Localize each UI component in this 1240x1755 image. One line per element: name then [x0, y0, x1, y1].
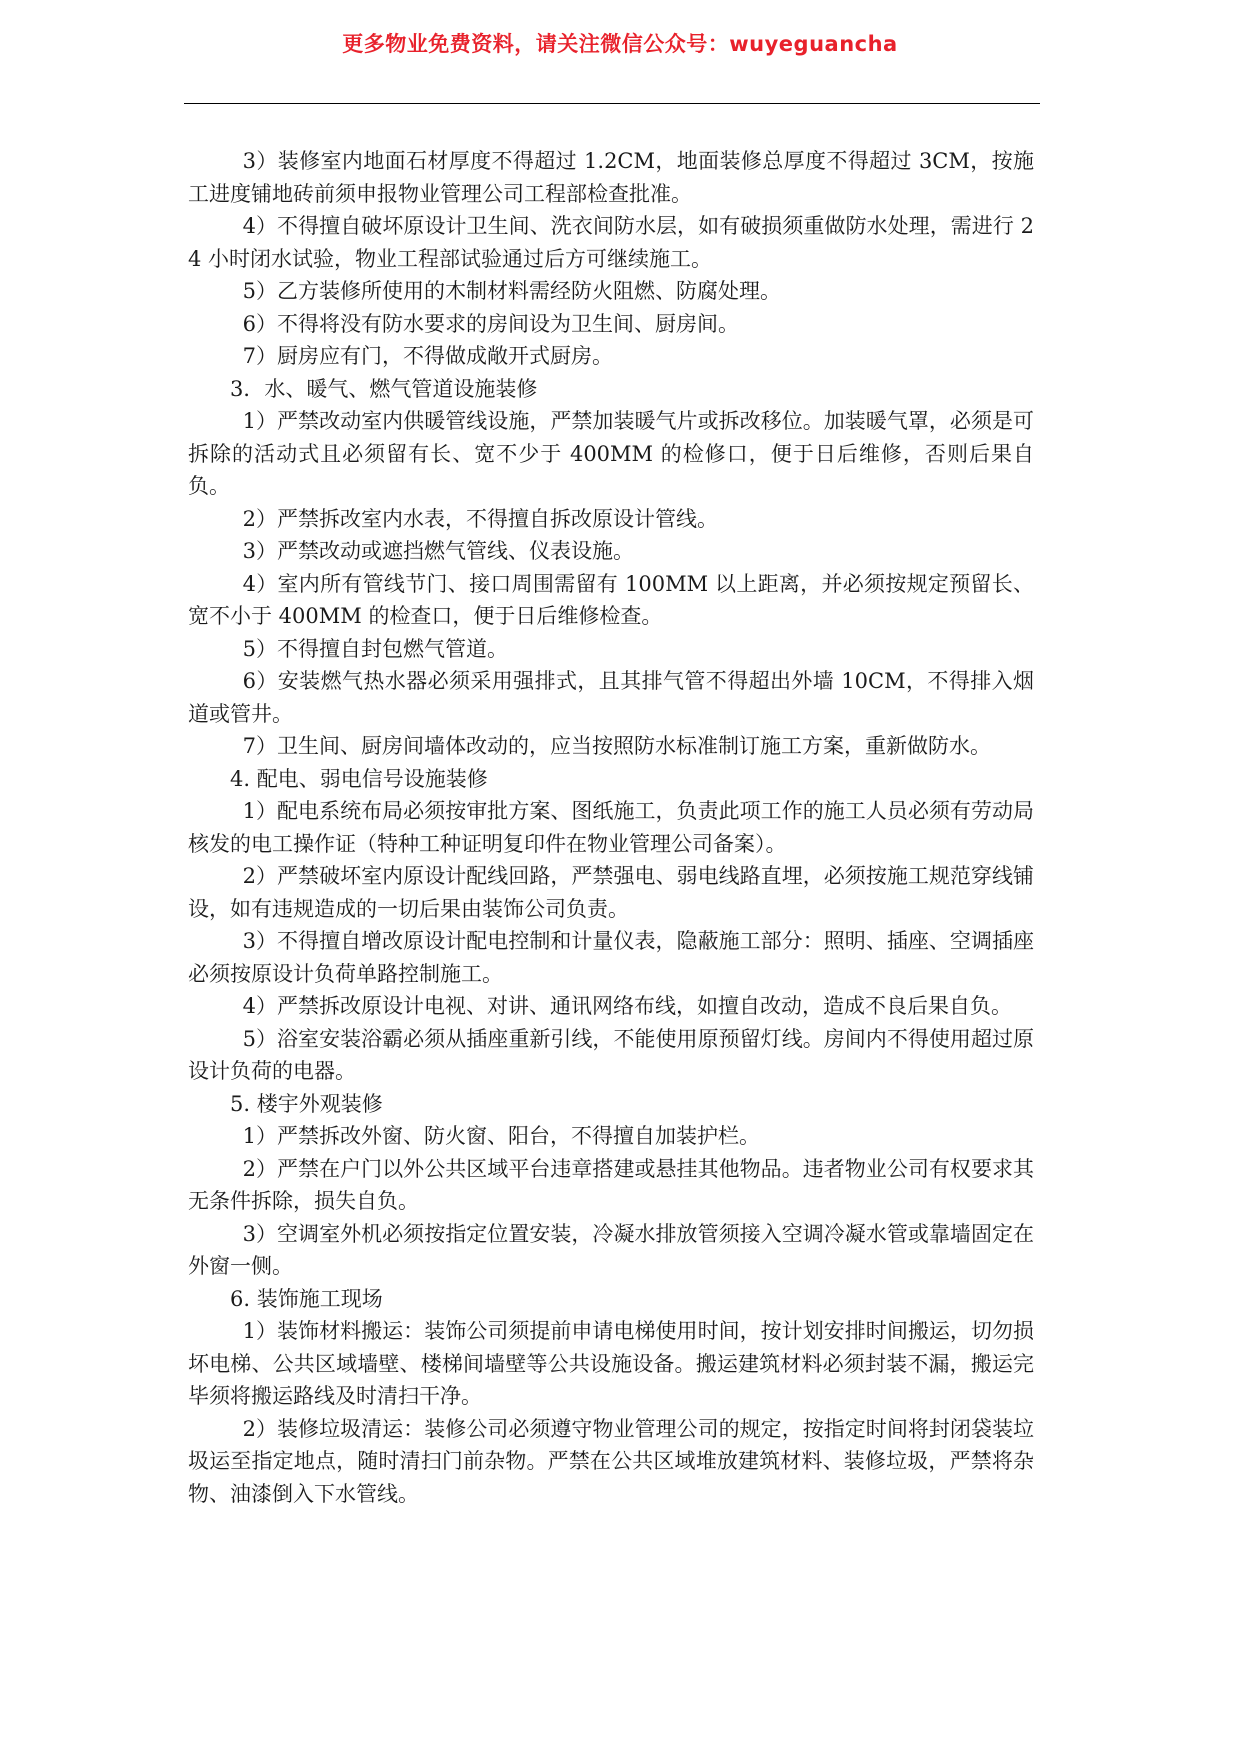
section-heading: 5. 楼宇外观装修	[230, 1091, 383, 1116]
clause-paragraph: 4）室内所有管线节门、接口周围需留有 100MM 以上距离，并必须按规定预留长、宽不小于 400MM 的检查口，便于日后维修检查。	[188, 571, 1034, 628]
clause-paragraph: 1）装饰材料搬运：装饰公司须提前申请电梯使用时间，按计划安排时间搬运，切勿损坏电梯、公共区域墙壁、楼梯间墙壁等公共设施设备。搬运建筑材料必须封装不漏，搬运完毕须将搬运路线及时清扫干净。	[188, 1319, 1034, 1408]
clause-paragraph: 1）配电系统布局必须按审批方案、图纸施工，负责此项工作的施工人员必须有劳动局核发的电工操作证（特种工种证明复印件在物业管理公司备案）。	[188, 799, 1034, 856]
clause-paragraph: 6）不得将没有防水要求的房间设为卫生间、厨房间。	[242, 311, 739, 336]
section-heading: 4. 配电、弱电信号设施装修	[230, 766, 488, 791]
clause-paragraph: 3）严禁改动或遮挡燃气管线、仪表设施。	[242, 539, 634, 563]
clause-paragraph: 1）严禁拆改外窗、防火窗、阳台，不得擅自加装护栏。	[242, 1124, 760, 1148]
clause-paragraph: 3）装修室内地面石材厚度不得超过 1.2CM，地面装修总厚度不得超过 3CM，按施工进度铺地砖前须申报物业管理公司工程部检查批准。	[188, 149, 1034, 206]
clause-paragraph: 6）安装燃气热水器必须采用强排式，且其排气管不得超出外墙 10CM，不得排入烟道或管井。	[188, 669, 1034, 726]
clause-paragraph: 2）严禁破坏室内原设计配线回路，严禁强电、弱电线路直埋，必须按施工规范穿线铺设，如有违规造成的一切后果由装饰公司负责。	[188, 864, 1034, 921]
clause-paragraph: 1）严禁改动室内供暖管线设施，严禁加装暖气片或拆改移位。加装暖气罩，必须是可拆除的活动式且必须留有长、宽不少于 400MM 的检修口，便于日后维修，否则后果自负。	[188, 409, 1034, 498]
clause-paragraph: 7）卫生间、厨房间墙体改动的，应当按照防水标准制订施工方案，重新做防水。	[242, 734, 991, 758]
clause-paragraph: 3）不得擅自增改原设计配电控制和计量仪表，隐蔽施工部分：照明、插座、空调插座必须按原设计负荷单路控制施工。	[188, 929, 1034, 986]
clause-paragraph: 5）浴室安装浴霸必须从插座重新引线，不能使用原预留灯线。房间内不得使用超过原设计负荷的电器。	[188, 1026, 1034, 1083]
clause-paragraph: 4）不得擅自破坏原设计卫生间、洗衣间防水层，如有破损须重做防水处理，需进行 24 小时闭水试验，物业工程部试验通过后方可继续施工。	[188, 214, 1034, 271]
section-heading: 6. 装饰施工现场	[230, 1286, 383, 1311]
document-body	[188, 145, 1034, 1510]
clause-paragraph: 2）装修垃圾清运：装修公司必须遵守物业管理公司的规定，按指定时间将封闭袋装垃圾运至指定地点，随时清扫门前杂物。严禁在公共区域堆放建筑材料、装修垃圾，严禁将杂物、油漆倒入下水管线。	[188, 1416, 1034, 1506]
clause-paragraph: 2）严禁在户门以外公共区域平台违章搭建或悬挂其他物品。违者物业公司有权要求其无条件拆除，损失自负。	[188, 1156, 1034, 1213]
header-banner: 更多物业免费资料，请关注微信公众号：wuyeguancha	[342, 32, 898, 56]
clause-paragraph: 7）厨房应有门，不得做成敞开式厨房。	[242, 344, 613, 368]
clause-paragraph: 3）空调室外机必须按指定位置安装，冷凝水排放管须接入空调冷凝水管或靠墙固定在外窗一侧。	[188, 1221, 1034, 1278]
section-heading: 3．水、暖气、燃气管道设施装修	[230, 376, 538, 401]
clause-paragraph: 5）乙方装修所使用的木制材料需经防火阻燃、防腐处理。	[242, 279, 781, 303]
clause-paragraph: 2）严禁拆改室内水表，不得擅自拆改原设计管线。	[242, 506, 718, 531]
header-divider	[184, 103, 1040, 104]
clause-paragraph: 4）严禁拆改原设计电视、对讲、通讯网络布线，如擅自改动，造成不良后果自负。	[242, 994, 1012, 1018]
clause-paragraph: 5）不得擅自封包燃气管道。	[242, 636, 508, 661]
